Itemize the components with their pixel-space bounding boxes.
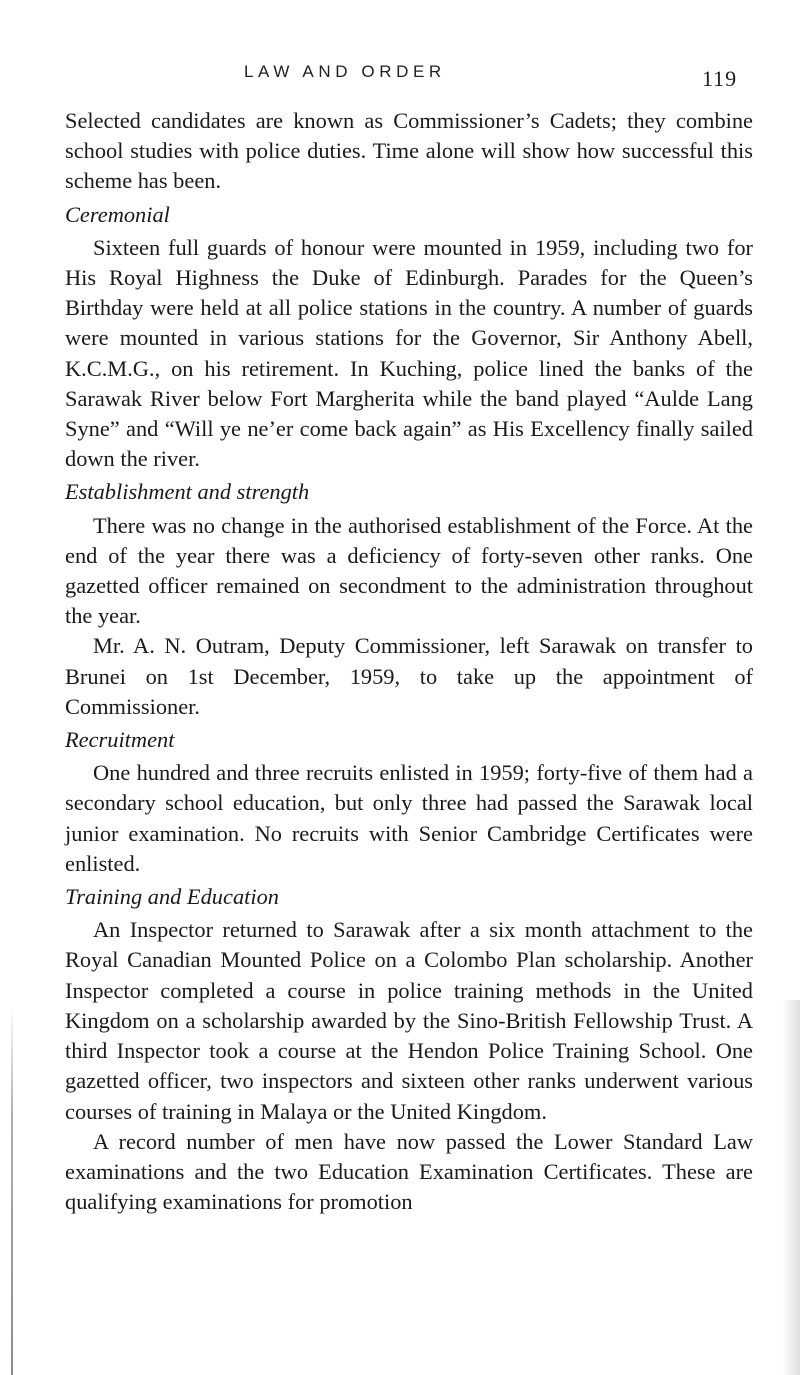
training-heading: Training and Education xyxy=(65,884,279,910)
running-head xyxy=(0,62,800,92)
intro-paragraph: Selected candidates are known as Commissioner’s Cadets; they combine school studies with police duties. Time alone will show how successful this scheme has been. xyxy=(65,108,753,194)
ceremonial-heading: Ceremonial xyxy=(65,201,170,227)
recruitment-heading: Recruitment xyxy=(65,727,175,753)
promotion-paragraph: A record number of men have now passed the Lower Standard Law examinations and the two Education Examination Certificates. These are qualifying examinations for promotion xyxy=(65,1128,753,1215)
ceremonial-paragraph: Sixteen full guards of honour were mounted in 1959, including two for His Royal Highness the Duke of Edinburgh. Parades for the Queen’s Birthday were held at all police stations in the country. A number of guards were mounted in various stations for the Governor, Sir Anthony Abell, K.C.M.G., on his retirement. In Kuching, police lined the banks of the Sarawak River below Fort Margherita while the band played “Aulde Lang Syne” and “Will ye ne’er come back again” as His Excellency finally sailed down the river. xyxy=(65,234,753,472)
establishment-heading: Establishment and strength xyxy=(65,479,310,505)
page-number: 119 xyxy=(702,66,738,91)
running-title: LAW AND ORDER xyxy=(244,62,446,81)
binding-shadow xyxy=(11,1005,13,1375)
page-edge-shadow xyxy=(782,1000,800,1375)
body-text xyxy=(65,106,753,1217)
recruitment-paragraph: One hundred and three recruits enlisted in 1959; forty-five of them had a secondary school education, but only three had passed the Sarawak local junior examination. No recruits with Senior Cambridge Certificates were enlisted. xyxy=(65,760,753,876)
outram-paragraph: Mr. A. N. Outram, Deputy Commissioner, left Sarawak on transfer to Brunei on 1st December, 1959, to take up the appointment of Commissioner. xyxy=(65,633,753,719)
training-paragraph: An Inspector returned to Sarawak after a six month attachment to the Royal Canadian Mounted Police on a Colombo Plan scholarship. Another Inspector completed a course in police training methods in the United Kingdom on a scholarship awarded by the Sino-British Fellowship Trust. A third Inspector took a course at the Hendon Police Training School. One gazetted officer, two inspectors and sixteen other ranks underwent various courses of training in Malaya or the United Kingdom. xyxy=(65,917,753,1124)
establishment-paragraph: There was no change in the authorised establishment of the Force. At the end of the year there was a deficiency of forty-seven other ranks. One gazetted officer remained on secondment to the administration throughout the year. xyxy=(65,512,753,629)
